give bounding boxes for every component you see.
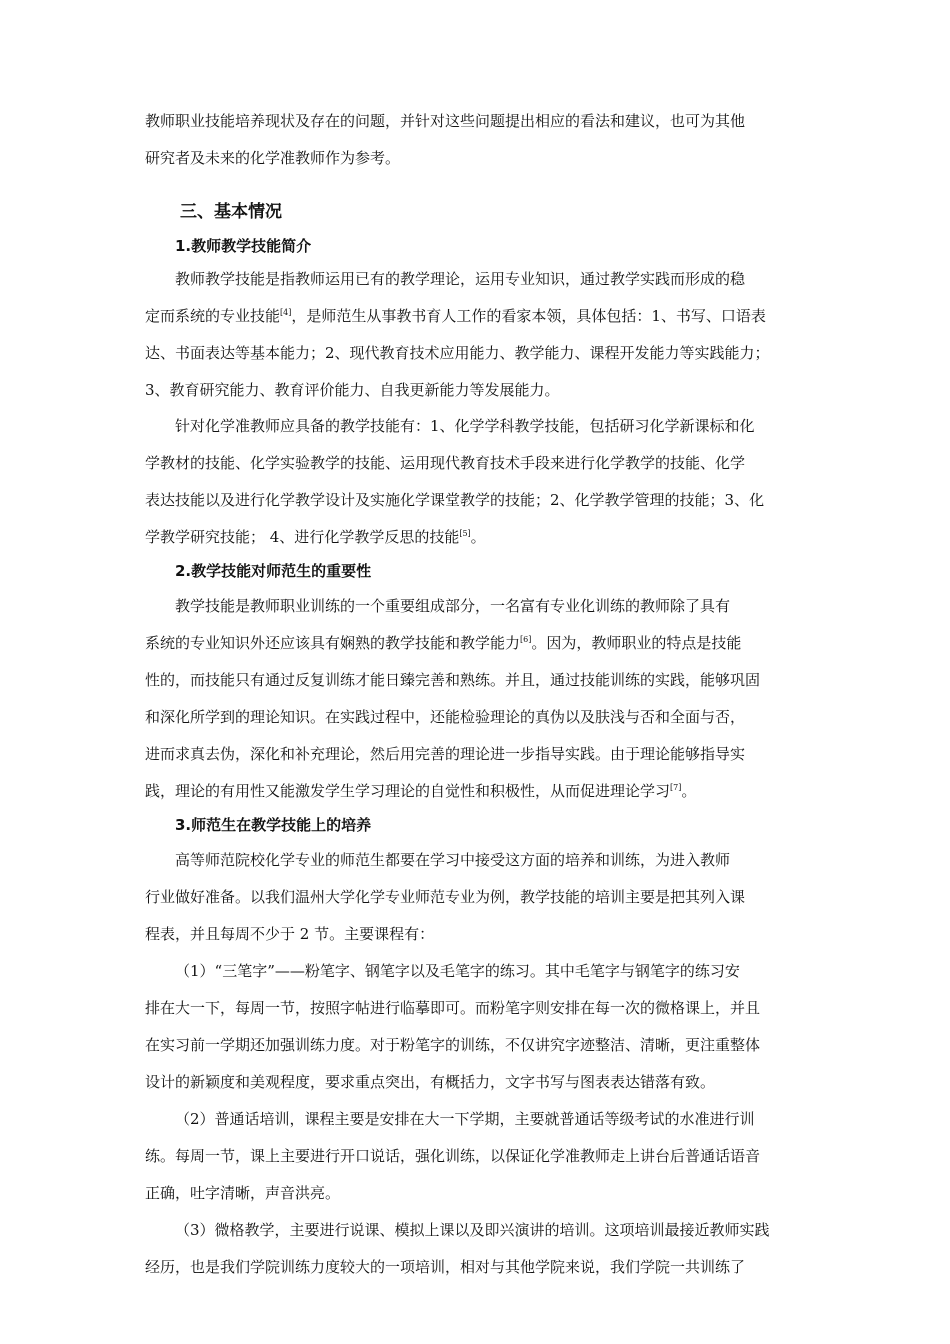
paragraph-line: 性的，而技能只有通过反复训练才能日臻完善和熟练。并且，通过技能训练的实践，能够巩固 <box>145 671 761 689</box>
paragraph-line: 教学技能是教师职业训练的一个重要组成部分，一名富有专业化训练的教师除了具有 <box>175 597 731 615</box>
subsection-heading: 2.教学技能对师范生的重要性 <box>175 562 372 580</box>
paragraph-line: 程表，并且每周不少于 2 节。主要课程有： <box>145 925 435 943</box>
section-heading: 三、基本情况 <box>180 202 282 222</box>
list-item-line: （3）微格教学，主要进行说课、模拟上课以及即兴演讲的培训。这项培训最接近教师实践 <box>175 1221 770 1239</box>
list-item-line: 经历，也是我们学院训练力度较大的一项培训，相对与其他学院来说，我们学院一共训练了 <box>145 1258 746 1276</box>
citation-ref: [6] <box>520 635 532 644</box>
list-item-line: 练。每周一节，课上主要进行开口说话，强化训练，以保证化学准教师走上讲台后普通话语音 <box>145 1147 761 1165</box>
paragraph-line: 研究者及未来的化学准教师作为参考。 <box>145 149 401 167</box>
citation-ref: [4] <box>280 308 292 317</box>
paragraph-line: 践，理论的有用性又能激发学生学习理论的自觉性和积极性，从而促进理论学习[7]。 <box>145 782 697 800</box>
list-item-line: （2）普通话培训，课程主要是安排在大一下学期，主要就普通话等级考试的水准进行训 <box>175 1110 755 1128</box>
list-item-line: 在实习前一学期还加强训练力度。对于粉笔字的训练，不仅讲究字迹整洁、清晰，更注重整体 <box>145 1036 761 1054</box>
paragraph-line: 和深化所学到的理论知识。在实践过程中，还能检验理论的真伪以及肤浅与否和全面与否， <box>145 708 746 726</box>
list-item-line: 正确，吐字清晰，声音洪亮。 <box>145 1184 341 1202</box>
paragraph-line: 学教材的技能、化学实验教学的技能、运用现代教育技术手段来进行化学教学的技能、化学 <box>145 454 746 472</box>
paragraph-line: 教师职业技能培养现状及存在的问题，并针对这些问题提出相应的看法和建议，也可为其他 <box>145 112 746 130</box>
list-item-line: 排在大一下，每周一节，按照字帖进行临摹即可。而粉笔字则安排在每一次的微格课上，并且 <box>145 999 761 1017</box>
paragraph-line: 表达技能以及进行化学教学设计及实施化学课堂教学的技能；2、化学教学管理的技能；3、化 <box>145 491 765 509</box>
subsection-heading: 1.教师教学技能简介 <box>175 237 312 255</box>
paragraph-line: 系统的专业知识外还应该具有娴熟的教学技能和教学能力[6]。因为，教师职业的特点是技能 <box>145 634 742 652</box>
paragraph-line: 3、教育研究能力、教育评价能力、自我更新能力等发展能力。 <box>145 381 560 399</box>
paragraph-line: 进而求真去伪，深化和补充理论，然后用完善的理论进一步指导实践。由于理论能够指导实 <box>145 745 746 763</box>
paragraph-line: 定而系统的专业技能[4]，是师范生从事教书育人工作的看家本领，具体包括：1、书写、口语表 <box>145 307 766 325</box>
paragraph-line: 行业做好准备。以我们温州大学化学专业师范专业为例，教学技能的培训主要是把其列入课 <box>145 888 746 906</box>
list-item-line: （1）“三笔字”——粉笔字、钢笔字以及毛笔字的练习。其中毛笔字与钢笔字的练习安 <box>175 962 740 980</box>
list-item-line: 设计的新颖度和美观程度，要求重点突出，有概括力，文字书写与图表表达错落有致。 <box>145 1073 716 1091</box>
paragraph-line: 高等师范院校化学专业的师范生都要在学习中接受这方面的培养和训练，为进入教师 <box>175 851 731 869</box>
paragraph-line: 学教学研究技能； 4、进行化学教学反思的技能[5]。 <box>145 528 486 546</box>
paragraph-line: 达、书面表达等基本能力；2、现代教育技术应用能力、教学能力、课程开发能力等实践能力； <box>145 344 770 362</box>
paragraph-line: 教师教学技能是指教师运用已有的教学理论，运用专业知识，通过教学实践而形成的稳 <box>175 270 746 288</box>
citation-ref: [7] <box>670 783 682 792</box>
subsection-heading: 3.师范生在教学技能上的培养 <box>175 816 372 834</box>
paragraph-line: 针对化学准教师应具备的教学技能有：1、化学学科教学技能，包括研习化学新课标和化 <box>175 417 755 435</box>
citation-ref: [5] <box>459 529 471 538</box>
